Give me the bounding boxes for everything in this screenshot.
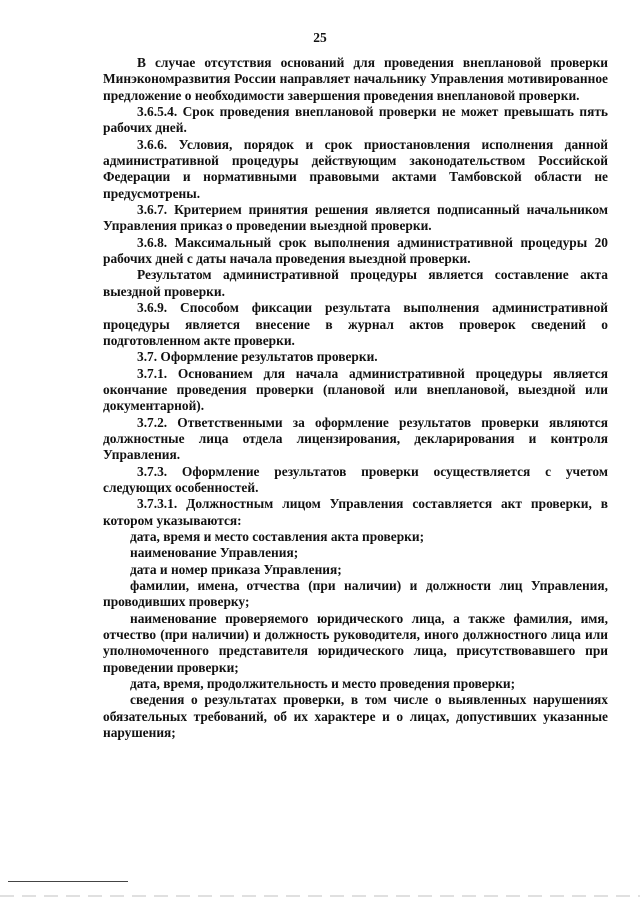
paragraph-1: В случае отсутствия оснований для проведения внеплановой проверки Минэкономразвития России направляет начальнику Управления мотивированное предложение о необходимости завершения проведения внеплановой проверки. — [103, 55, 608, 103]
page-number: 25 — [313, 30, 327, 45]
list-item-department-name: наименование Управления; — [130, 545, 299, 561]
list-item-date-place: дата, время и место составления акта проверки; — [130, 528, 425, 544]
list-item-order-date-number: дата и номер приказа Управления; — [130, 561, 342, 577]
paragraph-3-6-9: 3.6.9. Способом фиксации результата выполнения административной процедуры является внесение в журнал актов проверок сведений о подготовленном акте проверки. — [103, 300, 608, 348]
scan-bottom-artifact — [0, 895, 640, 897]
paragraph-3-7-2: 3.7.2. Ответственными за оформление результатов проверки являются должностные лица отдела лицензирования, декларирования и контроля Управления. — [103, 414, 608, 463]
paragraph-3-6-5-4: 3.6.5.4. Срок проведения внеплановой проверки не может превышать пять рабочих дней. — [103, 104, 608, 136]
paragraph-3-6-8: 3.6.8. Максимальный срок выполнения административной процедуры 20 рабочих дней с даты начала проведения выездной проверки. — [103, 234, 608, 267]
footer-separator-line — [8, 881, 128, 882]
list-item-inspectors: фамилии, имена, отчества (при наличии) и должности лиц Управления, проводивших проверку; — [103, 578, 608, 610]
paragraph-3-6-7: 3.6.7. Критерием принятия решения является подписанный начальником Управления приказ о проведении выездной проверки. — [103, 202, 608, 234]
paragraph-3-7-3-1: 3.7.3.1. Должностным лицом Управления составляется акт проверки, в котором указываются: — [103, 496, 608, 528]
document-body — [103, 55, 608, 741]
paragraph-3-7-1: 3.7.1. Основанием для начала административной процедуры является окончание проведения проверки (плановой или внеплановой, выездной или документарной). — [103, 365, 608, 414]
paragraph-result: Результатом административной процедуры является составление акта выездной проверки. — [103, 267, 608, 299]
paragraph-3-7: 3.7. Оформление результатов проверки. — [137, 349, 378, 365]
list-item-date-duration: дата, время, продолжительность и место проведения проверки; — [130, 676, 516, 692]
paragraph-3-6-6: 3.6.6. Условия, порядок и срок приостановления исполнения данной административной процедуры действующим законодательством Российской Федерации и нормативными правовыми актами Тамбовской области не предусмотрены. — [103, 136, 608, 201]
list-item-legal-entity: наименование проверяемого юридического лица, а также фамилия, имя, отчество (при наличии) и должность руководителя, иного должностного лица или уполномоченного представителя юридического лица, присутствовавшего при проведении проверки; — [103, 610, 608, 675]
list-item-results: сведения о результатах проверки, в том числе о выявленных нарушениях обязательных требований, об их характере и о лицах, допустивших указанные нарушения; — [103, 692, 608, 741]
paragraph-3-7-3: 3.7.3. Оформление результатов проверки осуществляется с учетом следующих особенностей. — [103, 463, 608, 495]
